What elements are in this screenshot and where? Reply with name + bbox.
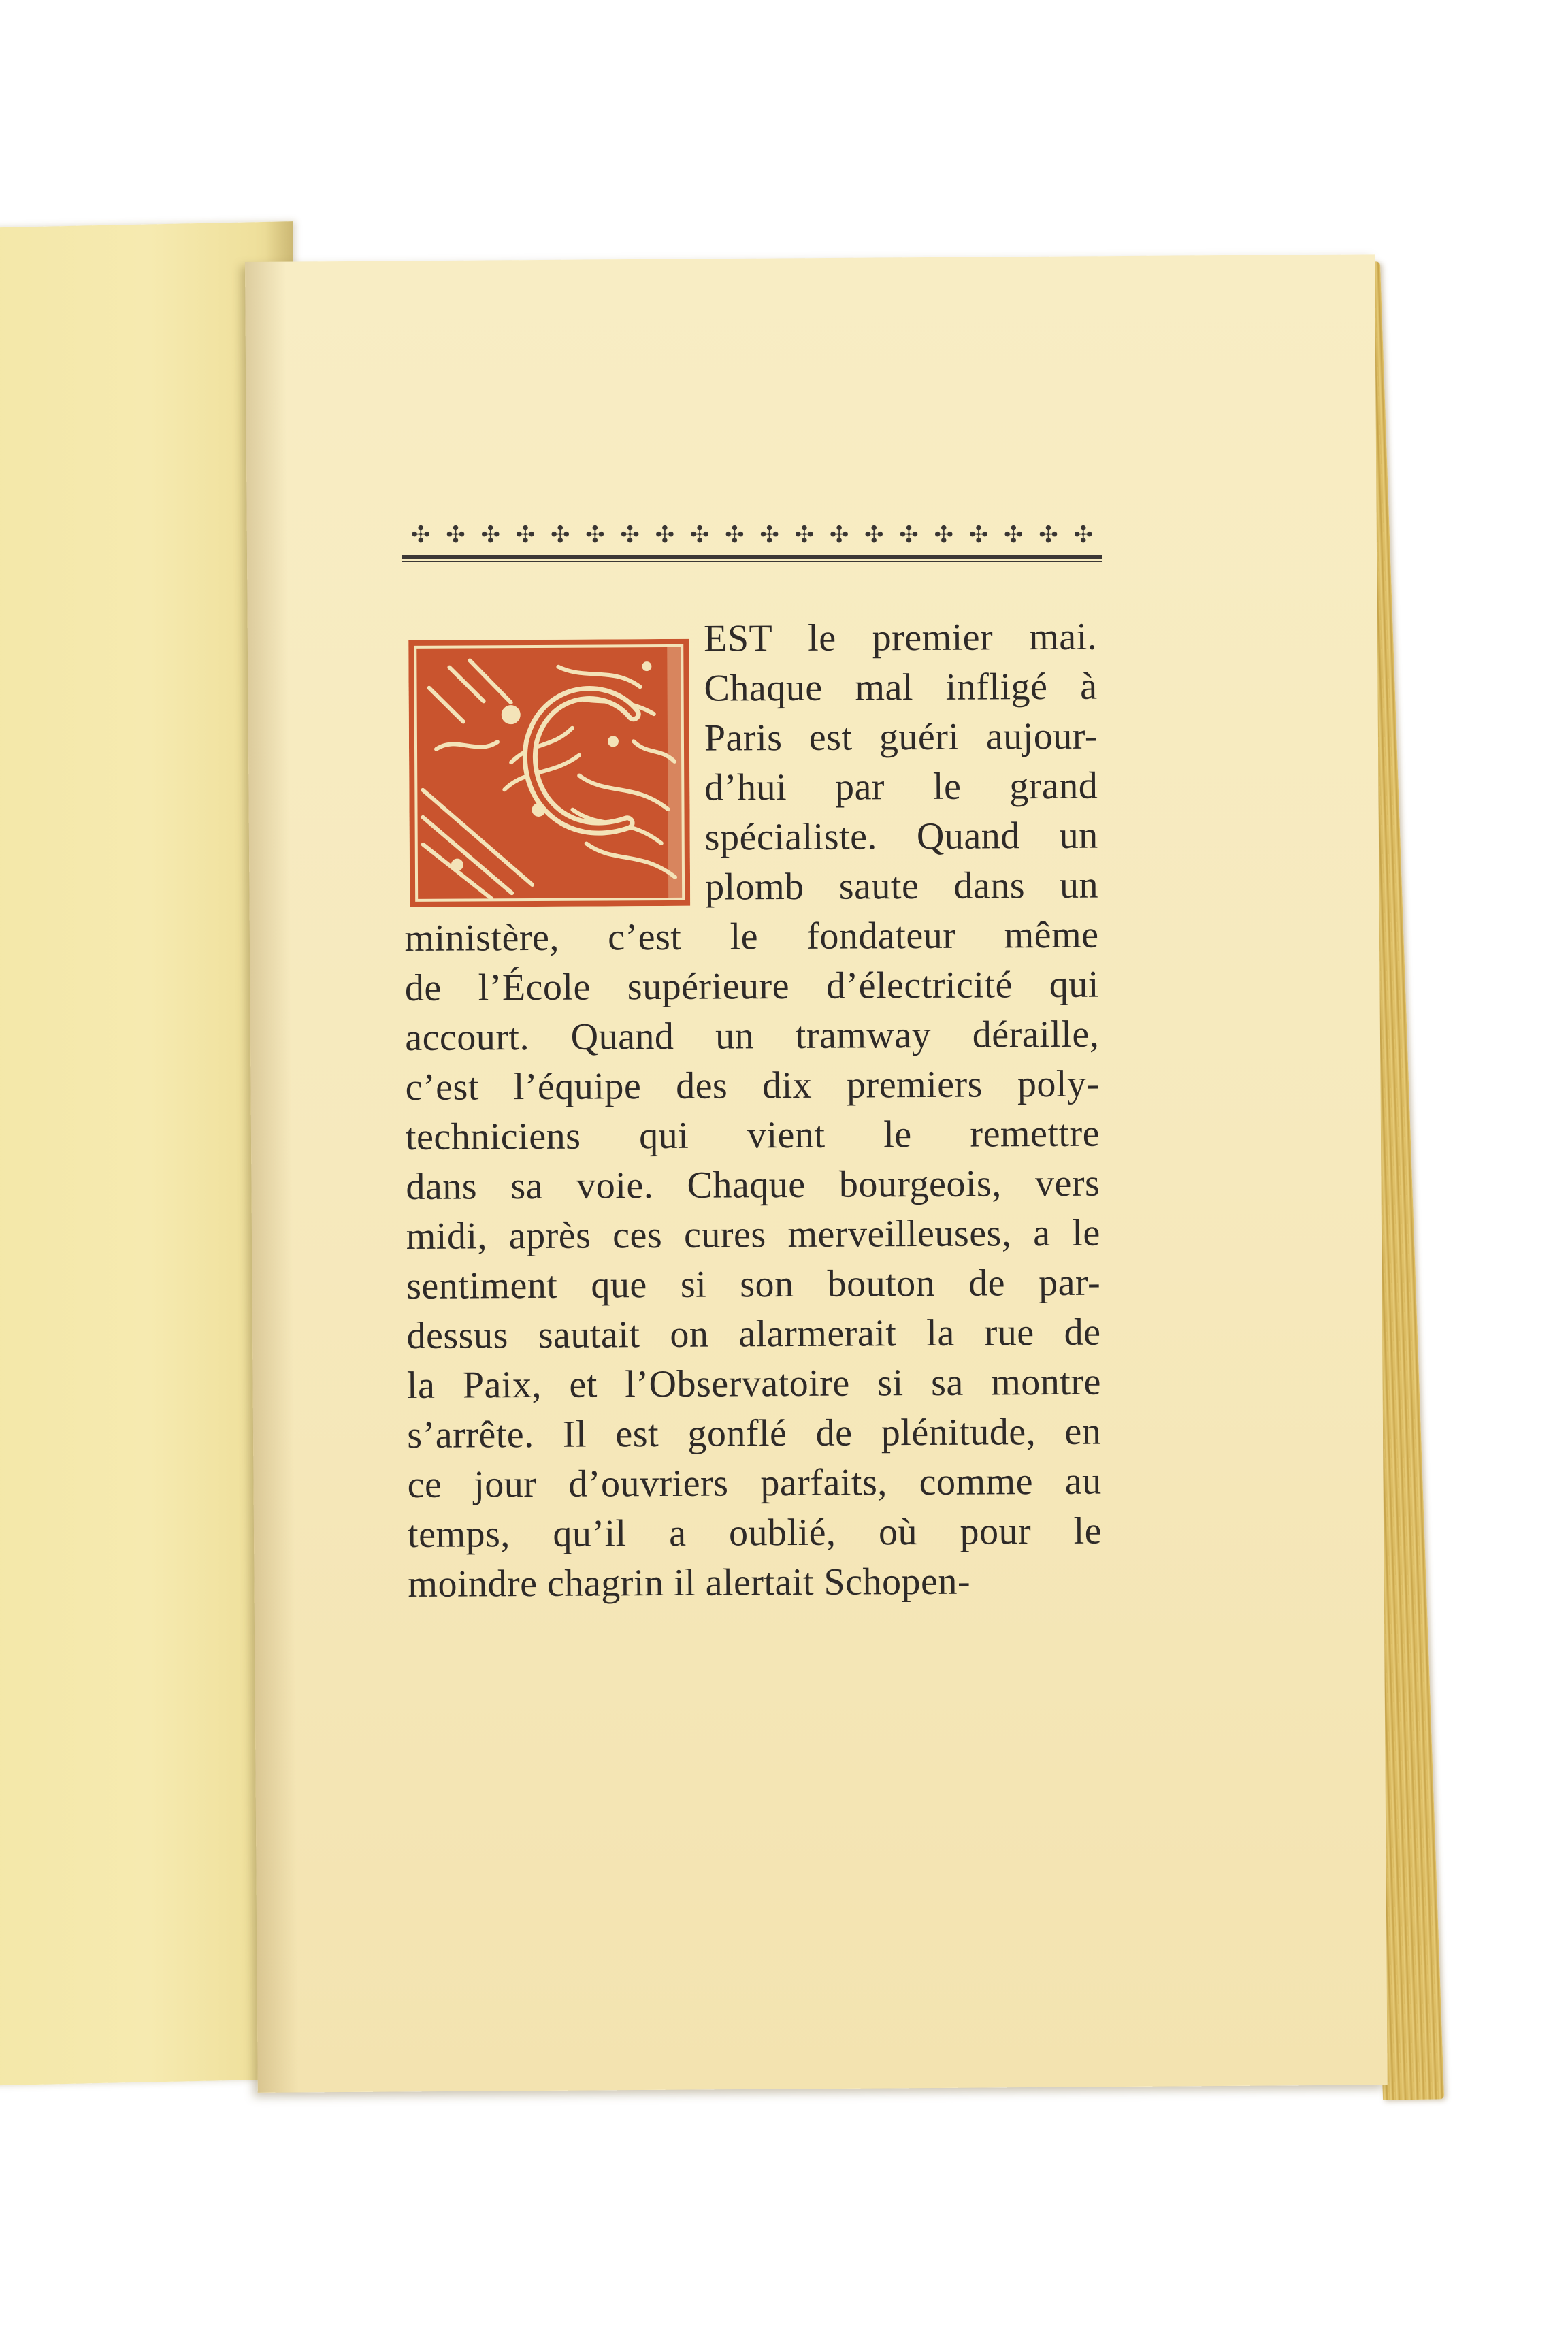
text-line: ministère, c’est le fondateur même [404, 913, 1099, 960]
drop-cap-woodcut-image [408, 639, 690, 907]
fleuron-ornament-icon: ✣ [934, 521, 954, 549]
drop-cap-woodcut [408, 639, 690, 907]
text-line: c’est l’équipe des dix premiers poly- [405, 1062, 1100, 1109]
fleuron-ornament-icon: ✣ [480, 521, 500, 549]
text-line: dessus sautait on alarmerait la rue de [406, 1311, 1101, 1357]
fleuron-ornament-icon: ✣ [585, 521, 605, 549]
fleuron-ornament-icon: ✣ [1073, 521, 1093, 549]
text-line: plomb saute dans un [704, 864, 1099, 909]
fleuron-ornament-icon: ✣ [760, 521, 779, 549]
fleuron-ornament-icon: ✣ [620, 521, 640, 549]
fleuron-ornament-icon: ✣ [411, 521, 431, 549]
fleuron-ornament-icon: ✣ [968, 521, 989, 549]
text-line: d’hui par le grand [704, 764, 1098, 809]
body-text [403, 612, 1102, 1610]
fleuron-ornament-icon: ✣ [550, 521, 570, 549]
text-line: moindre chagrin il alertait Schopen- [408, 1560, 971, 1605]
fleuron-ornament-icon: ✣ [829, 521, 849, 549]
text-line: Paris est guéri aujour- [704, 715, 1098, 760]
fleuron-ornament-icon: ✣ [794, 521, 815, 549]
text-line: Chaque mal infligé à [704, 665, 1098, 710]
text-line: techniciens qui vient le remettre [405, 1112, 1100, 1158]
text-line: sentiment que si son bouton de par- [406, 1261, 1101, 1307]
text-line: midi, après ces cures merveilleuses, a le [406, 1211, 1100, 1258]
fleuron-ornament-icon: ✣ [446, 521, 466, 549]
header-rule-thick [402, 555, 1102, 559]
text-line: ce jour d’ouvriers parfaits, comme au [407, 1460, 1102, 1506]
text-line: temps, qu’il a oublié, où pour le [407, 1509, 1102, 1556]
fleuron-ornament-icon: ✣ [515, 521, 536, 549]
fleuron-ornament-icon: ✣ [1039, 521, 1058, 549]
lines-full-width [404, 911, 1102, 1610]
text-line: de l’École supérieure d’électricité qui [404, 963, 1100, 1009]
text-line: dans sa voie. Chaque bourgeois, vers [406, 1162, 1100, 1208]
fleuron-ornament-icon: ✣ [864, 521, 884, 549]
fleuron-ornament-icon: ✣ [689, 521, 710, 549]
text-line: s’arrête. Il est gonflé de plénitude, en [407, 1410, 1102, 1456]
text-line: spécialiste. Quand un [704, 814, 1098, 859]
fleuron-ornament-icon: ✣ [655, 521, 675, 549]
fleuron-ornament-icon: ✣ [899, 521, 919, 549]
fleuron-ornament-icon: ✣ [1003, 521, 1024, 549]
text-line: la Paix, et l’Observatoire si sa montre [406, 1360, 1102, 1407]
ornamental-header-band [402, 517, 1102, 572]
header-rule-thin [402, 561, 1102, 562]
text-line: accourt. Quand un tramway déraille, [405, 1013, 1100, 1059]
fleuron-ornament-icon: ✣ [725, 521, 745, 549]
text-line: EST le premier mai. [704, 615, 1098, 660]
fleuron-row [402, 517, 1102, 553]
